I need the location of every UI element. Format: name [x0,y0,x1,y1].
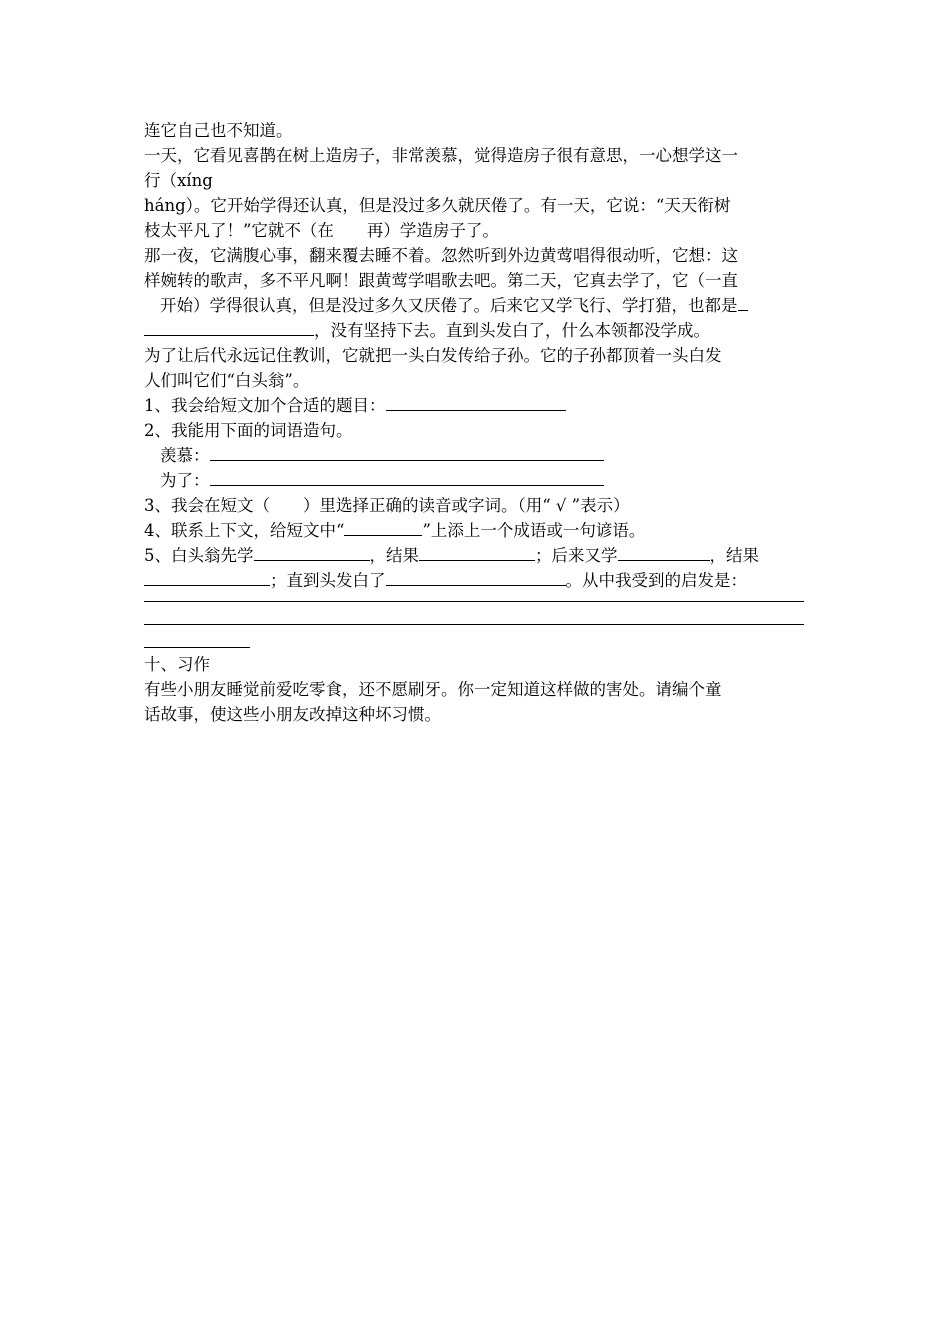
worksheet-page [144,118,808,727]
story-line-11: 人们叫它们“白头翁”。 [144,371,310,390]
question-4-text-b: ”上添上一个成语或一句谚语。 [422,521,646,540]
story-line-2: 一天，它看见喜鹊在树上造房子，非常羡慕，觉得造房子很有意思，一心想学这一 [144,146,738,165]
question-5 [144,543,808,568]
first-learn-blank[interactable] [254,543,370,561]
story-line-9 [144,318,808,343]
story-line-5: 枝太平凡了！”它就不（在 再）学造房子了。 [144,221,499,240]
section-10-prompt-1: 有些小朋友睡觉前爱吃零食，还不愿刷牙。你一定知道这样做的害处。请编个童 [144,680,722,699]
question-2b [144,468,808,493]
story-line-8-text: 开始）学得很认真，但是没过多久又厌倦了。后来它又学飞行、学打猎，也都是 [160,296,738,315]
question-5-text-a: 5、白头翁先学 [144,546,254,565]
story-line-4: háng）。它开始学得还认真，但是没过多久就厌倦了。有一天，它说：“天天衔树 [144,196,731,215]
story-line-9-text: ，没有坚持下去。直到头发白了，什么本领都没学成。 [314,321,710,340]
question-2b-label: 为了： [160,471,210,490]
question-1 [144,393,808,418]
story-line-6: 那一夜，它满腹心事，翻来覆去睡不着。忽然听到外边黄莺唱得很动听，它想：这 [144,246,738,265]
title-answer-blank[interactable] [386,393,566,411]
question-5-text-e: ；直到头发白了 [270,571,386,590]
section-10-prompt-2: 话故事，使这些小朋友改掉这种坏习惯。 [144,705,441,724]
question-1-text: 1、我会给短文加个合适的题目： [144,396,386,415]
question-5-text-c: ；后来又学 [535,546,618,565]
idiom-blank[interactable] [344,518,422,536]
later-learn-blank[interactable] [618,543,710,561]
story-line-7: 样婉转的歌声，多不平凡啊！跟黄莺学唱歌去吧。第二天，它真去学了，它（一直 [144,271,738,290]
question-5-cont [144,568,808,593]
sentence-blank-weile[interactable] [210,468,604,486]
question-2: 2、我能用下面的词语造句。 [144,421,353,440]
gray-hair-blank[interactable] [386,568,566,586]
section-10-heading: 十、习作 [144,655,210,674]
question-4-text-a: 4、联系上下文，给短文中“ [144,521,345,540]
later-result-blank[interactable] [144,568,270,586]
question-5-text-b: ，结果 [369,546,419,565]
story-line-1: 连它自己也不知道。 [144,121,293,140]
story-line-10: 为了让后代永远记住教训，它就把一头白发传给子孙。它的子孙都顶着一头白发 [144,346,722,365]
question-4 [144,518,808,543]
question-5-text-d: ，结果 [709,546,759,565]
story-line-3: 行（xíng [144,171,213,190]
story-blank-idiom[interactable] [144,318,314,336]
question-3: 3、我会在短文（ ）里选择正确的读音或字词。（用“ √ ”表示） [144,496,630,515]
question-2a [144,443,808,468]
first-result-blank[interactable] [419,543,535,561]
question-5-text-f: 。从中我受到的启发是： [565,571,747,590]
question-2a-label: 羡慕： [160,446,210,465]
sentence-blank-xianmu[interactable] [210,443,604,461]
story-blank-tail[interactable] [738,293,748,311]
story-line-8 [144,293,808,318]
